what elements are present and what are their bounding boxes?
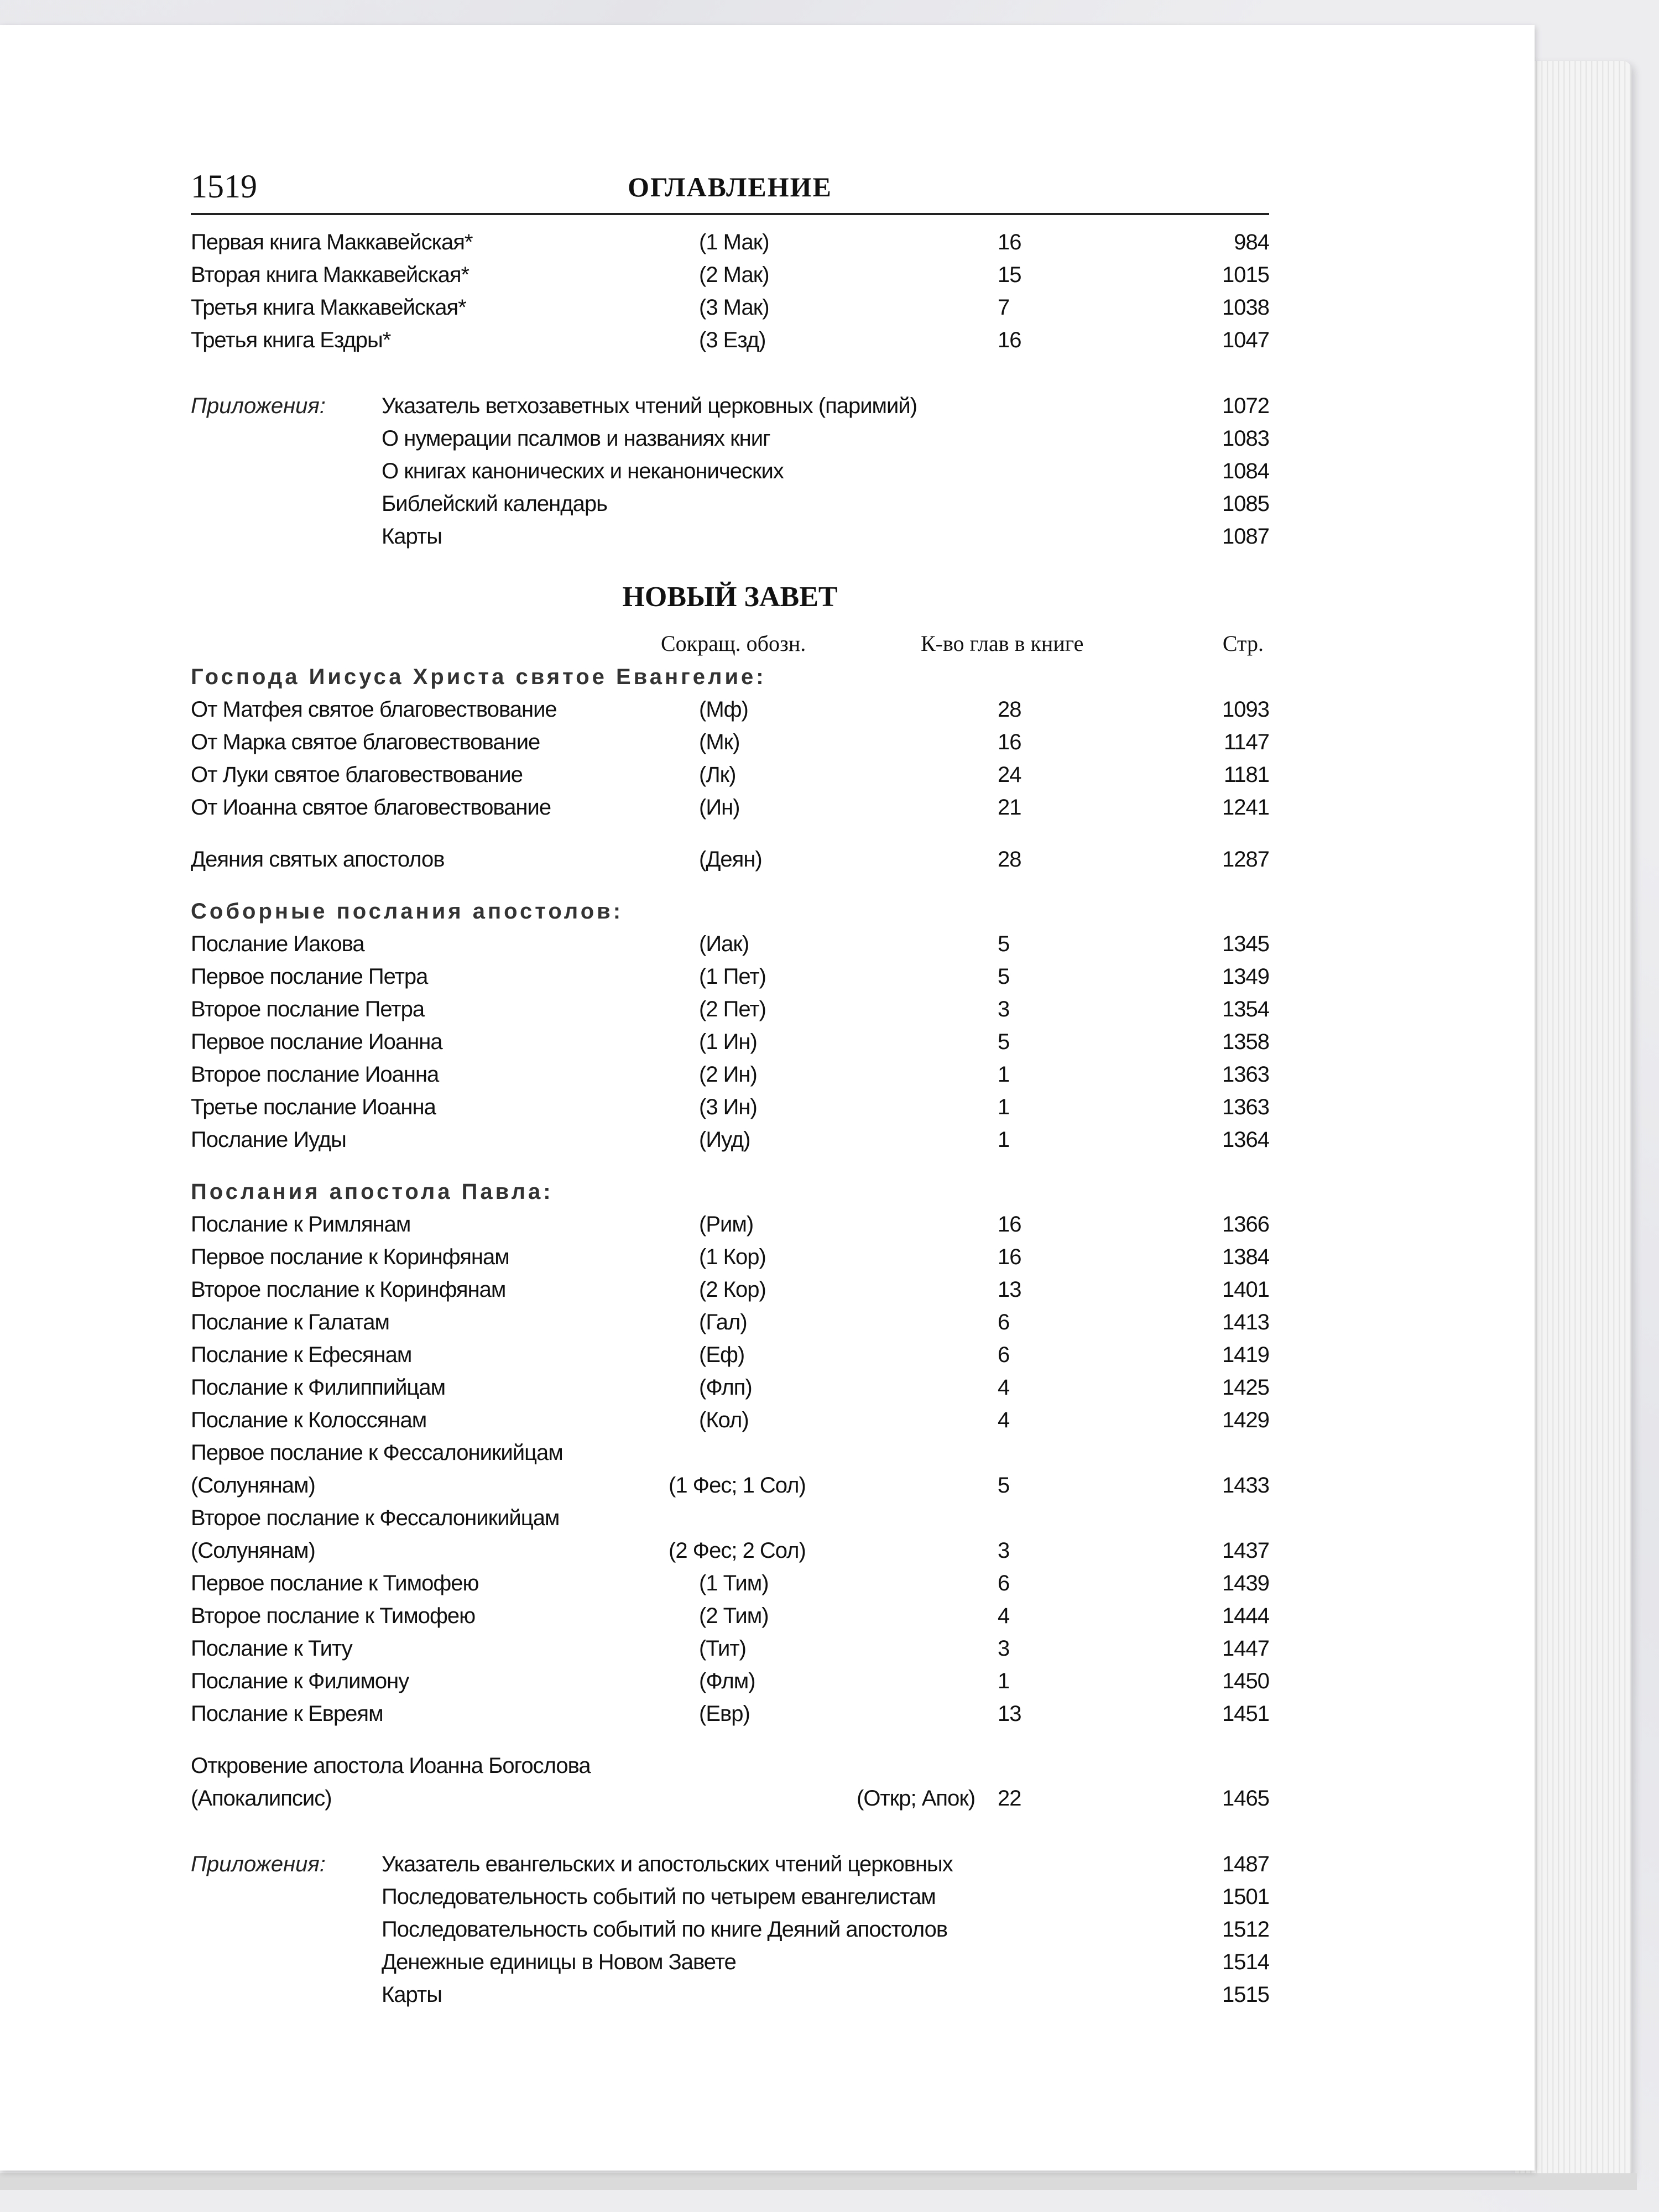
pauline-epistles-list — [191, 1208, 1269, 1730]
entry-chapters: 16 — [995, 1208, 1024, 1241]
appendix-entry[interactable] — [382, 488, 1269, 520]
entry-page: 1439 — [1220, 1567, 1269, 1600]
appendix-label: Приложения: — [191, 394, 326, 418]
entry-title: Вторая книга Маккавейская* — [191, 259, 472, 291]
entry-page: 1354 — [1220, 993, 1269, 1026]
entry-page: 1083 — [1220, 422, 1269, 455]
entry-abbr: (2 Мак) — [697, 259, 771, 291]
toc-entry[interactable] — [191, 1665, 1269, 1698]
entry-abbr: (Лк) — [697, 759, 738, 791]
entry-page: 1487 — [1220, 1848, 1269, 1881]
nt-appendix — [191, 1848, 1269, 2011]
entry-title: Послание к Титу — [191, 1632, 356, 1665]
entry-title-line2: (Солунянам) — [191, 1469, 319, 1502]
entry-chapters: 1 — [995, 1124, 1011, 1156]
entry-chapters: 5 — [995, 928, 1011, 961]
entry-abbr: (2 Фес; 2 Сол) — [666, 1535, 808, 1567]
entry-title: Третья книга Маккавейская* — [191, 291, 469, 324]
running-title: ОГЛАВЛЕНИЕ — [628, 171, 832, 202]
toc-entry[interactable] — [191, 1208, 1269, 1241]
entry-title: Второе послание Иоанна — [191, 1058, 442, 1091]
entry-chapters: 4 — [995, 1600, 1011, 1632]
toc-entry[interactable] — [191, 1698, 1269, 1730]
appendix-entry[interactable] — [382, 520, 1269, 553]
entry-title: От Марка святое благовествование — [191, 726, 543, 759]
entry-chapters: 4 — [995, 1371, 1011, 1404]
entry-page: 1413 — [1220, 1306, 1269, 1339]
entry-title-line1: Первое послание к Фессалоникийцам — [191, 1441, 563, 1465]
entry-page: 1349 — [1220, 961, 1269, 993]
book-page — [0, 25, 1535, 2171]
toc-entry[interactable] — [191, 928, 1269, 961]
entry-chapters: 1 — [995, 1665, 1011, 1698]
entry-abbr: (2 Пет) — [697, 993, 768, 1026]
entry-chapters: 16 — [995, 726, 1024, 759]
entry-page: 1515 — [1220, 1979, 1269, 2011]
toc-entry-revelation[interactable] — [191, 1782, 1269, 1815]
gospels-list — [191, 693, 1269, 824]
entry-abbr: (Мк) — [697, 726, 742, 759]
entry-abbr: (Откр; Апок) — [854, 1782, 977, 1815]
entry-abbr: (Кол) — [697, 1404, 751, 1437]
toc-entry[interactable] — [191, 1091, 1269, 1124]
toc-entry[interactable] — [191, 961, 1269, 993]
column-headers — [191, 622, 1269, 661]
entry-chapters: 16 — [995, 1241, 1024, 1274]
entry-title: Второе послание к Коринфянам — [191, 1274, 509, 1306]
new-testament-heading: НОВЫЙ ЗАВЕТ — [622, 581, 838, 613]
toc-entry[interactable] — [191, 1241, 1269, 1274]
entry-abbr: (Иуд) — [697, 1124, 752, 1156]
entry-title: Указатель ветхозаветных чтений церковных (паримий) — [382, 390, 920, 422]
toc-entry[interactable] — [191, 1535, 1269, 1567]
entry-title-line2: (Солунянам) — [191, 1535, 319, 1567]
entry-title: Деяния святых апостолов — [191, 843, 448, 876]
entry-abbr: (Рим) — [697, 1208, 755, 1241]
entry-page: 1366 — [1220, 1208, 1269, 1241]
entry-page: 1444 — [1220, 1600, 1269, 1632]
entry-chapters: 24 — [995, 759, 1024, 791]
appendix-entry[interactable] — [382, 390, 1269, 422]
entry-title-line1: Откровение апостола Иоанна Богослова — [191, 1754, 591, 1778]
column-header-chapters: К-во глав в книге — [921, 631, 1084, 656]
toc-entry[interactable] — [191, 1339, 1269, 1371]
entry-page: 1241 — [1220, 791, 1269, 824]
entry-abbr: (1 Кор) — [697, 1241, 768, 1274]
toc-entry[interactable] — [191, 1124, 1269, 1156]
toc-entry[interactable] — [191, 1404, 1269, 1437]
catholic-epistles-heading: Соборные послания апостолов: — [191, 899, 624, 924]
toc-entry[interactable] — [191, 993, 1269, 1026]
entry-page: 1429 — [1220, 1404, 1269, 1437]
entry-chapters: 3 — [995, 1632, 1011, 1665]
entry-page: 1384 — [1220, 1241, 1269, 1274]
entry-abbr: (Гал) — [697, 1306, 749, 1339]
entry-page: 1038 — [1220, 291, 1269, 324]
appendix-entry[interactable] — [382, 455, 1269, 488]
appendix-entry[interactable] — [382, 1946, 1269, 1979]
entry-abbr: (Деян) — [697, 843, 764, 876]
entry-title: Последовательность событий по четырем евангелистам — [382, 1881, 939, 1913]
appendix-entry[interactable] — [382, 1881, 1269, 1913]
book-cover-edge — [0, 2173, 1637, 2190]
entry-page: 1447 — [1220, 1632, 1269, 1665]
entry-chapters: 3 — [995, 993, 1011, 1026]
entry-title-line2: (Апокалипсис) — [191, 1782, 335, 1815]
toc-entry[interactable] — [191, 324, 1269, 357]
ot-entries — [191, 226, 1269, 357]
entry-chapters: 21 — [995, 791, 1024, 824]
entry-page: 1084 — [1220, 455, 1269, 488]
entry-page: 1087 — [1220, 520, 1269, 553]
toc-entry[interactable] — [191, 1600, 1269, 1632]
entry-abbr: (Тит) — [697, 1632, 748, 1665]
toc-entry[interactable] — [191, 1469, 1269, 1502]
toc-entry[interactable] — [191, 693, 1269, 726]
entry-page: 1465 — [1220, 1782, 1269, 1815]
entry-title: От Луки святое благовествование — [191, 759, 526, 791]
entry-abbr: (Еф) — [697, 1339, 747, 1371]
entry-page: 1015 — [1220, 259, 1269, 291]
entry-title: Второе послание Петра — [191, 993, 427, 1026]
entry-chapters: 3 — [995, 1535, 1011, 1567]
entry-page: 1514 — [1220, 1946, 1269, 1979]
toc-entry[interactable] — [191, 759, 1269, 791]
entry-chapters: 5 — [995, 1469, 1011, 1502]
column-header-page: Стр. — [1222, 631, 1264, 656]
toc-entry[interactable] — [191, 259, 1269, 291]
entry-title: Послание к Евреям — [191, 1698, 387, 1730]
entry-title: О нумерации псалмов и названиях книг — [382, 422, 774, 455]
entry-title: Последовательность событий по книге Деяний апостолов — [382, 1913, 951, 1946]
entry-title: Послание к Римлянам — [191, 1208, 414, 1241]
entry-abbr: (1 Ин) — [697, 1026, 759, 1058]
toc-entry[interactable] — [191, 1567, 1269, 1600]
entry-chapters: 28 — [995, 843, 1024, 876]
entry-title: Третья книга Ездры* — [191, 324, 394, 357]
entry-title: Карты — [382, 520, 445, 553]
entry-page: 1287 — [1220, 843, 1269, 876]
entry-page: 1085 — [1220, 488, 1269, 520]
entry-title: Библейский календарь — [382, 488, 611, 520]
entry-chapters: 6 — [995, 1339, 1011, 1371]
entry-chapters: 13 — [995, 1274, 1024, 1306]
entry-abbr: (Евр) — [697, 1698, 752, 1730]
ot-appendix — [191, 390, 1269, 553]
entry-page: 1093 — [1220, 693, 1269, 726]
entry-page: 1363 — [1220, 1091, 1269, 1124]
entry-page: 1047 — [1220, 324, 1269, 357]
toc-entry[interactable] — [191, 791, 1269, 824]
entry-chapters: 1 — [995, 1091, 1011, 1124]
entry-page: 1364 — [1220, 1124, 1269, 1156]
toc-entry[interactable] — [191, 726, 1269, 759]
entry-abbr: (3 Мак) — [697, 291, 771, 324]
entry-page: 1358 — [1220, 1026, 1269, 1058]
entry-chapters: 28 — [995, 693, 1024, 726]
entry-abbr: (Ин) — [697, 791, 742, 824]
entry-title: От Иоанна святое благовествование — [191, 791, 554, 824]
catholic-epistles-list — [191, 928, 1269, 1156]
entry-title: Послание Иакова — [191, 928, 368, 961]
entry-title: Первое послание к Коринфянам — [191, 1241, 513, 1274]
appendix-label: Приложения: — [191, 1852, 326, 1876]
entry-page: 1419 — [1220, 1339, 1269, 1371]
entry-chapters: 6 — [995, 1306, 1011, 1339]
entry-page: 984 — [1232, 226, 1269, 259]
gospels-heading: Господа Иисуса Христа святое Евангелие: — [191, 665, 766, 689]
entry-title: Послание к Ефесянам — [191, 1339, 415, 1371]
entry-title: Первое послание к Тимофею — [191, 1567, 482, 1600]
entry-abbr: (3 Ин) — [697, 1091, 759, 1124]
entry-title: Указатель евангельских и апостольских чтений церковных — [382, 1848, 956, 1881]
entry-page: 1451 — [1220, 1698, 1269, 1730]
entry-chapters: 1 — [995, 1058, 1011, 1091]
toc-entry[interactable] — [191, 1632, 1269, 1665]
entry-title: Карты — [382, 1979, 445, 2011]
entry-abbr: (1 Мак) — [697, 226, 771, 259]
entry-title: Первое послание Петра — [191, 961, 431, 993]
toc-entry[interactable] — [191, 1026, 1269, 1058]
toc-entry[interactable] — [191, 1274, 1269, 1306]
toc-entry[interactable] — [191, 1371, 1269, 1404]
entry-abbr: (2 Тим) — [697, 1600, 771, 1632]
appendix-entry[interactable] — [382, 1848, 1269, 1881]
entry-chapters: 5 — [995, 1026, 1011, 1058]
entry-chapters: 7 — [995, 291, 1011, 324]
entry-abbr: (2 Кор) — [697, 1274, 768, 1306]
entry-title: От Матфея святое благовествование — [191, 693, 560, 726]
toc-entry[interactable] — [191, 1058, 1269, 1091]
entry-title: Денежные единицы в Новом Завете — [382, 1946, 739, 1979]
entry-chapters: 6 — [995, 1567, 1011, 1600]
entry-page: 1072 — [1220, 390, 1269, 422]
entry-title: Послание к Колоссянам — [191, 1404, 430, 1437]
entry-page: 1345 — [1220, 928, 1269, 961]
toc-entry[interactable] — [191, 291, 1269, 324]
toc-entry[interactable] — [191, 1306, 1269, 1339]
entry-abbr: (1 Пет) — [697, 961, 768, 993]
entry-chapters: 16 — [995, 226, 1024, 259]
page-number: 1519 — [191, 168, 257, 205]
toc-entry-acts[interactable] — [191, 843, 1269, 876]
entry-chapters: 13 — [995, 1698, 1024, 1730]
entry-abbr: (1 Тим) — [697, 1567, 771, 1600]
entry-title: Послание Иуды — [191, 1124, 349, 1156]
entry-title: Второе послание к Тимофею — [191, 1600, 478, 1632]
entry-page: 1147 — [1222, 726, 1269, 759]
entry-abbr: (Флм) — [697, 1665, 758, 1698]
entry-chapters: 4 — [995, 1404, 1011, 1437]
entry-chapters: 5 — [995, 961, 1011, 993]
appendix-entry[interactable] — [382, 1913, 1269, 1946]
entry-abbr: (Мф) — [697, 693, 750, 726]
pauline-epistles-heading: Послания апостола Павла: — [191, 1180, 554, 1204]
entry-abbr: (1 Фес; 1 Сол) — [666, 1469, 808, 1502]
entry-chapters: 16 — [995, 324, 1024, 357]
entry-title: Первая книга Маккавейская* — [191, 226, 476, 259]
appendix-entry[interactable] — [382, 422, 1269, 455]
entry-abbr: (2 Ин) — [697, 1058, 759, 1091]
entry-page: 1437 — [1220, 1535, 1269, 1567]
entry-title: Послание к Галатам — [191, 1306, 393, 1339]
entry-title: Послание к Филиппийцам — [191, 1371, 448, 1404]
entry-page: 1401 — [1220, 1274, 1269, 1306]
entry-page: 1425 — [1220, 1371, 1269, 1404]
entry-page: 1433 — [1220, 1469, 1269, 1502]
entry-page: 1181 — [1222, 759, 1269, 791]
entry-chapters: 15 — [995, 259, 1024, 291]
entry-page: 1512 — [1220, 1913, 1269, 1946]
toc-entry[interactable] — [191, 226, 1269, 259]
page-header — [191, 152, 1269, 215]
entry-chapters: 22 — [995, 1782, 1024, 1815]
appendix-entry[interactable] — [382, 1979, 1269, 2011]
entry-abbr: (3 Езд) — [697, 324, 768, 357]
entry-abbr: (Флп) — [697, 1371, 754, 1404]
entry-page: 1363 — [1220, 1058, 1269, 1091]
column-header-abbr: Сокращ. обозн. — [661, 631, 806, 656]
entry-title: Первое послание Иоанна — [191, 1026, 446, 1058]
entry-page: 1450 — [1220, 1665, 1269, 1698]
entry-abbr: (Иак) — [697, 928, 751, 961]
entry-page: 1501 — [1220, 1881, 1269, 1913]
entry-title: Третье послание Иоанна — [191, 1091, 439, 1124]
entry-title: Послание к Филимону — [191, 1665, 412, 1698]
table-of-contents — [191, 152, 1269, 2011]
entry-title: О книгах канонических и неканонических — [382, 455, 787, 488]
entry-title-line1: Второе послание к Фессалоникийцам — [191, 1506, 560, 1530]
